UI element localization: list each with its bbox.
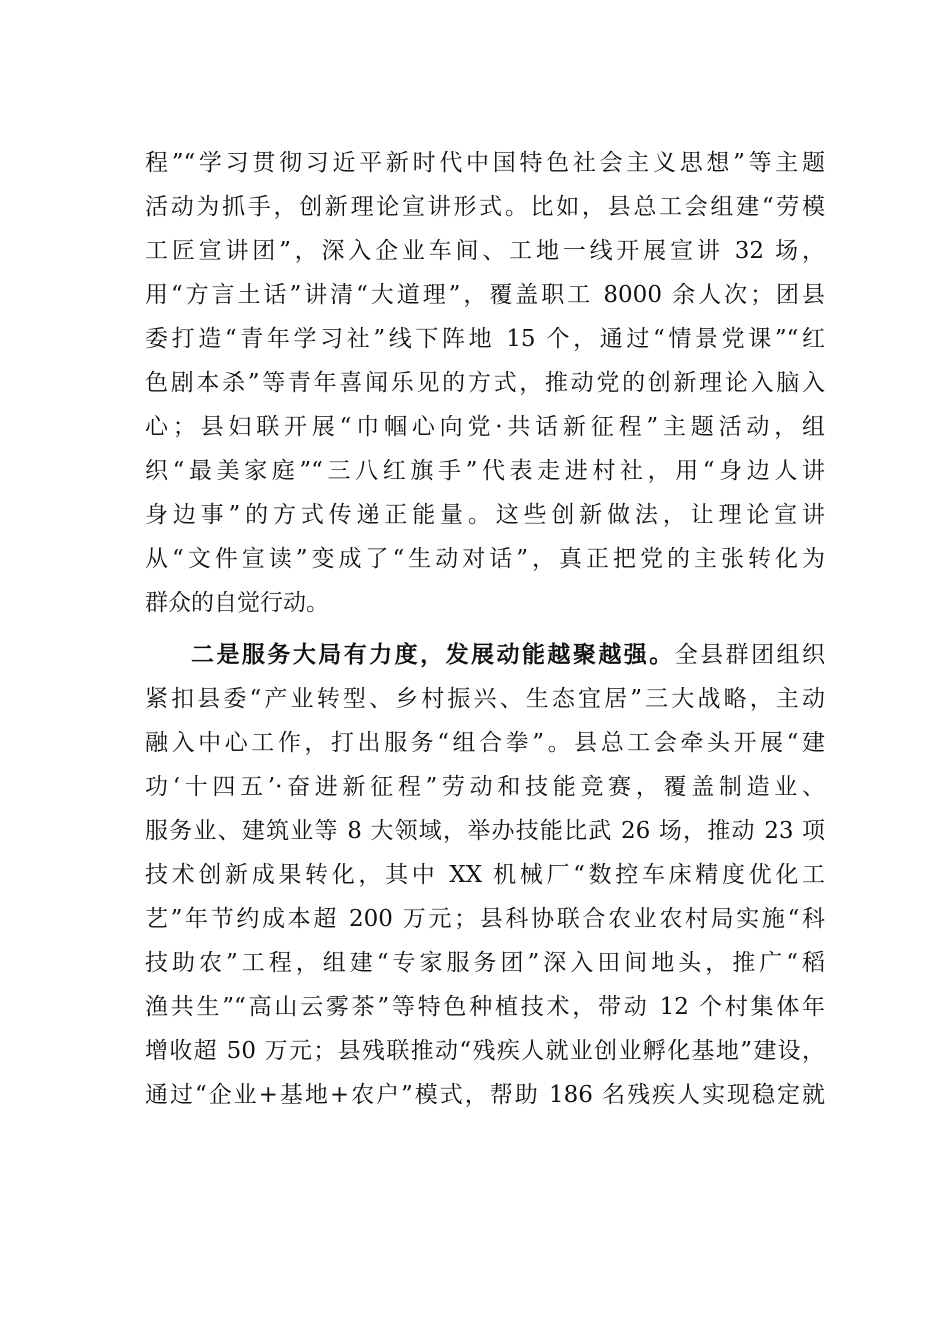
paragraph-line: 织“最美家庭”“三八红旗手”代表走进村社，用“身边人讲 [145,458,825,484]
paragraph-theory-lecture [145,141,825,625]
paragraph-first-line [145,633,825,677]
paragraph-line: 融入中心工作，打出服务“组合拳”。县总工会牵头开展“建 [145,730,825,756]
paragraph-line: 功‘十四五’·奋进新征程”劳动和技能竞赛，覆盖制造业、 [145,774,825,800]
paragraph-line: 委打造“青年学习社”线下阵地 15 个，通过“情景党课”“红 [145,326,825,352]
paragraph-line: 身边事”的方式传递正能量。这些创新做法，让理论宣讲 [145,502,825,528]
paragraph-line: 增收超 50 万元；县残联推动“残疾人就业创业孵化基地”建设， [145,1038,825,1064]
paragraph-line: 通过“企业+基地+农户”模式，帮助 186 名残疾人实现稳定就 [145,1082,825,1108]
paragraph-line: 心；县妇联开展“巾帼心向党·共话新征程”主题活动，组 [145,414,825,440]
paragraph-line: 用“方言土话”讲清“大道理”，覆盖职工 8000 余人次；团县 [145,282,825,308]
paragraph-line: 服务业、建筑业等 8 大领域，举办技能比武 26 场，推动 23 项 [145,818,825,844]
paragraph-line: 技助农”工程，组建“专家服务团”深入田间地头，推广“稻 [145,950,825,976]
paragraph-line: 程”“学习贯彻习近平新时代中国特色社会主义思想”等主题 [145,150,825,176]
paragraph-line: 紧扣县委“产业转型、乡村振兴、生态宜居”三大战略，主动 [145,686,825,712]
paragraph-line: 工匠宣讲团”，深入企业车间、工地一线开展宣讲 32 场， [145,238,825,264]
paragraph-line: 艺”年节约成本超 200 万元；县科协联合农业农村局实施“科 [145,906,825,932]
paragraph-serve-overall [145,633,825,1117]
paragraph-line: 从“文件宣读”变成了“生动对话”，真正把党的主张转化为 [145,546,825,572]
paragraph-line: 群众的自觉行动。 [145,590,329,616]
paragraph-heading: 二是服务大局有力度，发展动能越聚越强。 [191,641,675,668]
paragraph-line: 色剧本杀”等青年喜闻乐见的方式，推动党的创新理论入脑入 [145,370,825,396]
paragraph-line: 渔共生”“高山云雾茶”等特色种植技术，带动 12 个村集体年 [145,994,825,1020]
paragraph-line: 技术创新成果转化，其中 XX 机械厂“数控车床精度优化工 [145,862,825,888]
paragraph-line: 活动为抓手，创新理论宣讲形式。比如，县总工会组建“劳模 [145,194,825,220]
paragraph-heading-rest: 全县群团组织 [674,642,826,668]
